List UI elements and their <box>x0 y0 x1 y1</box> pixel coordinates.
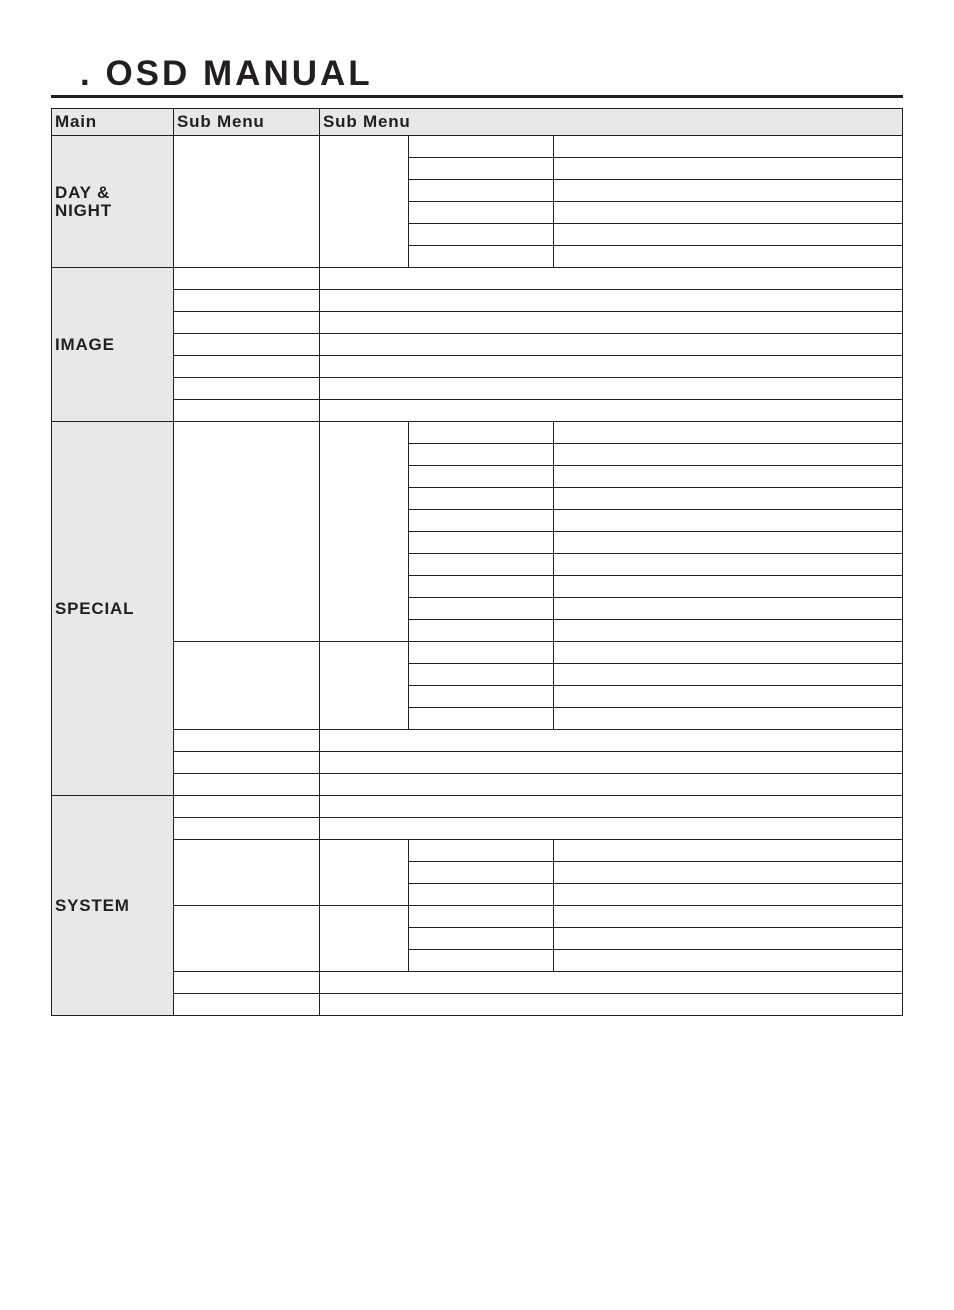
sub-menu-cell <box>174 400 320 422</box>
sub-menu-cell <box>320 422 409 642</box>
option-cell <box>409 180 554 202</box>
sub-menu-cell <box>174 906 320 972</box>
table-row <box>52 422 903 444</box>
table-row <box>52 994 903 1016</box>
main-label-line: NIGHT <box>55 200 112 220</box>
value-cell <box>320 356 903 378</box>
page-title: . OSD MANUAL <box>80 54 373 93</box>
sub-menu-cell <box>174 136 320 268</box>
value-cell <box>320 334 903 356</box>
sub-menu-cell <box>320 642 409 730</box>
value-cell <box>554 906 903 928</box>
option-cell <box>409 708 554 730</box>
value-cell <box>554 554 903 576</box>
option-cell <box>409 488 554 510</box>
option-cell <box>409 224 554 246</box>
value-cell <box>554 158 903 180</box>
option-cell <box>409 840 554 862</box>
table-row <box>52 818 903 840</box>
value-cell <box>320 378 903 400</box>
table-row <box>52 642 903 664</box>
value-cell <box>554 598 903 620</box>
option-cell <box>409 928 554 950</box>
sub-menu-cell <box>320 136 409 268</box>
value-cell <box>554 532 903 554</box>
main-image <box>52 268 174 422</box>
option-cell <box>409 158 554 180</box>
osd-menu-table <box>51 108 903 1016</box>
main-label-line: DAY & <box>55 182 111 202</box>
main-label-line: SYSTEM <box>55 895 130 915</box>
table-row <box>52 334 903 356</box>
sub-menu-cell <box>174 268 320 290</box>
sub-menu-cell <box>174 642 320 730</box>
value-cell <box>554 686 903 708</box>
main-system <box>52 796 174 1016</box>
option-cell <box>409 598 554 620</box>
option-cell <box>409 136 554 158</box>
option-cell <box>409 906 554 928</box>
value-cell <box>554 840 903 862</box>
main-label-line: SPECIAL <box>55 598 135 618</box>
value-cell <box>554 884 903 906</box>
value-cell <box>320 752 903 774</box>
main-special <box>52 422 174 796</box>
sub-menu-cell <box>174 312 320 334</box>
value-cell <box>554 576 903 598</box>
header-sub-menu-1: Sub Menu <box>174 109 320 136</box>
table-row <box>52 378 903 400</box>
table-row <box>52 906 903 928</box>
sub-menu-cell <box>174 378 320 400</box>
option-cell <box>409 576 554 598</box>
value-cell <box>554 620 903 642</box>
main-day-night <box>52 136 174 268</box>
header-main: Main <box>52 109 174 136</box>
sub-menu-cell <box>174 840 320 906</box>
value-cell <box>554 180 903 202</box>
table-row <box>52 400 903 422</box>
value-cell <box>554 444 903 466</box>
table-row <box>52 312 903 334</box>
option-cell <box>409 884 554 906</box>
table-row <box>52 796 903 818</box>
option-cell <box>409 620 554 642</box>
option-cell <box>409 862 554 884</box>
sub-menu-cell <box>174 994 320 1016</box>
table-row <box>52 972 903 994</box>
sub-menu-cell <box>174 972 320 994</box>
option-cell <box>409 422 554 444</box>
table-row <box>52 356 903 378</box>
sub-menu-cell <box>320 840 409 906</box>
sub-menu-cell <box>174 356 320 378</box>
value-cell <box>320 400 903 422</box>
sub-menu-cell <box>174 752 320 774</box>
sub-menu-cell <box>174 730 320 752</box>
sub-menu-cell <box>320 906 409 972</box>
value-cell <box>320 774 903 796</box>
option-cell <box>409 642 554 664</box>
value-cell <box>554 224 903 246</box>
option-cell <box>409 246 554 268</box>
table-row <box>52 774 903 796</box>
main-label-line: IMAGE <box>55 334 115 354</box>
header-row <box>52 109 903 136</box>
value-cell <box>554 510 903 532</box>
value-cell <box>320 796 903 818</box>
option-cell <box>409 510 554 532</box>
table-row <box>52 752 903 774</box>
option-cell <box>409 466 554 488</box>
option-cell <box>409 686 554 708</box>
value-cell <box>554 950 903 972</box>
value-cell <box>320 818 903 840</box>
table-row <box>52 136 903 158</box>
value-cell <box>554 664 903 686</box>
value-cell <box>320 730 903 752</box>
sub-menu-cell <box>174 818 320 840</box>
value-cell <box>554 422 903 444</box>
value-cell <box>554 202 903 224</box>
value-cell <box>320 312 903 334</box>
value-cell <box>554 136 903 158</box>
value-cell <box>320 994 903 1016</box>
option-cell <box>409 664 554 686</box>
option-cell <box>409 444 554 466</box>
sub-menu-cell <box>174 774 320 796</box>
table-row <box>52 730 903 752</box>
table-row <box>52 268 903 290</box>
value-cell <box>554 466 903 488</box>
option-cell <box>409 202 554 224</box>
table-row <box>52 840 903 862</box>
value-cell <box>554 708 903 730</box>
option-cell <box>409 950 554 972</box>
title-rule <box>51 95 903 98</box>
sub-menu-cell <box>174 796 320 818</box>
value-cell <box>554 246 903 268</box>
option-cell <box>409 554 554 576</box>
value-cell <box>320 290 903 312</box>
sub-menu-cell <box>174 334 320 356</box>
value-cell <box>320 972 903 994</box>
value-cell <box>320 268 903 290</box>
option-cell <box>409 532 554 554</box>
value-cell <box>554 862 903 884</box>
value-cell <box>554 642 903 664</box>
value-cell <box>554 488 903 510</box>
header-sub-menu-2: Sub Menu <box>320 109 903 136</box>
sub-menu-cell <box>174 290 320 312</box>
sub-menu-cell <box>174 422 320 642</box>
value-cell <box>554 928 903 950</box>
table-row <box>52 290 903 312</box>
